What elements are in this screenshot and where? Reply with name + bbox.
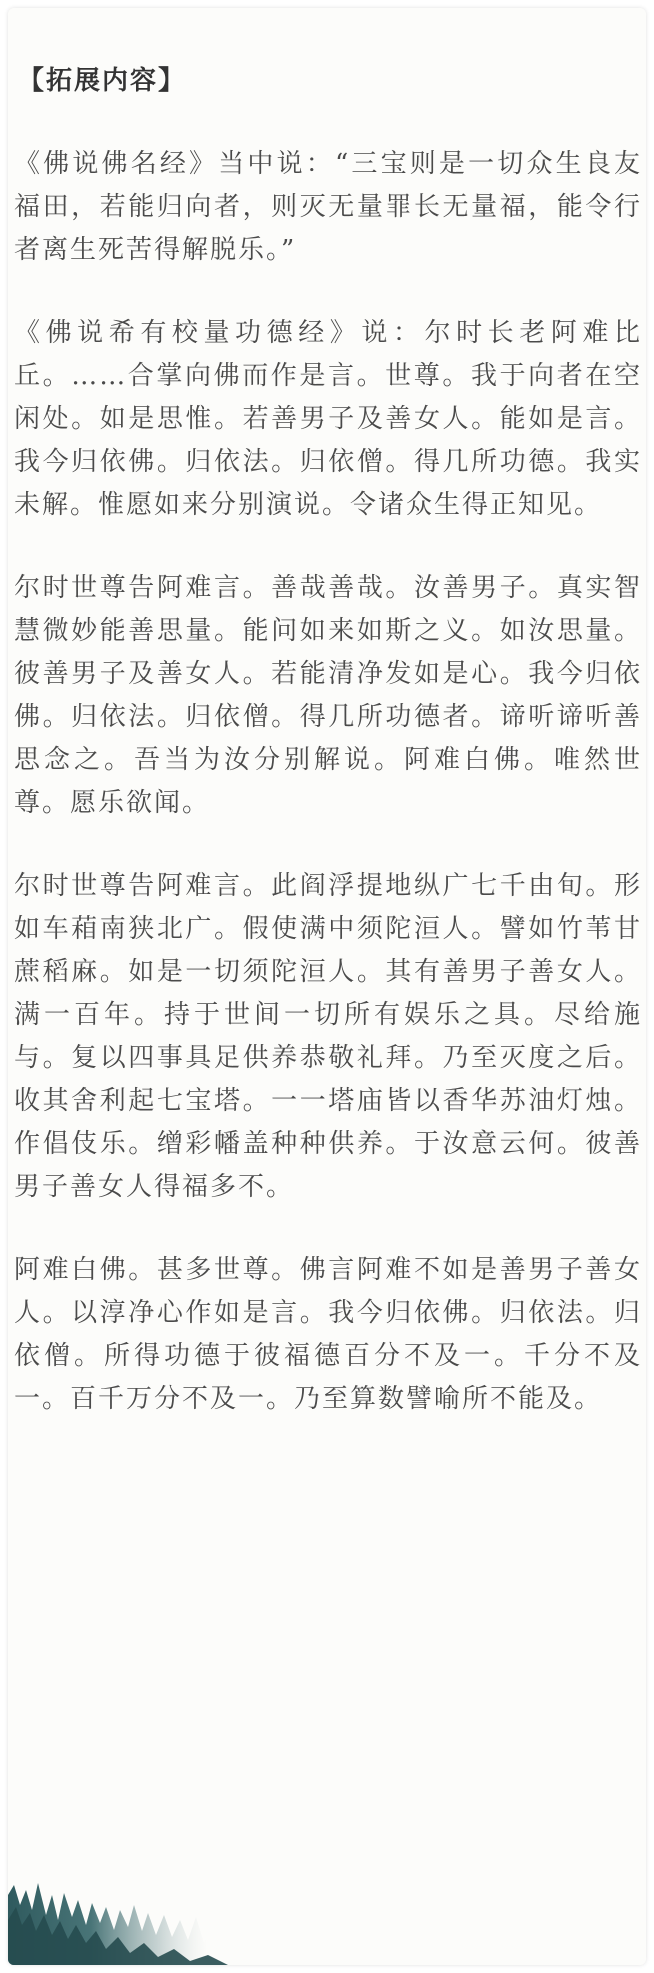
forest-decoration-image	[8, 1865, 646, 1965]
article-body	[14, 60, 642, 1461]
paragraph-5: 阿难白佛。甚多世尊。佛言阿难不如是善男子善女人。以淳净心作如是言。我今归依佛。归依法。归依僧。所得功德于彼福德百分不及一。千分不及一。百千万分不及一。乃至算数譬喻所不能及。	[14, 1255, 642, 1414]
paragraph-4: 尔时世尊告阿难言。此阎浮提地纵广七千由旬。形如车葙南狭北广。假使满中须陀洹人。譬如竹苇甘蔗稻麻。如是一切须陀洹人。其有善男子善女人。满一百年。持于世间一切所有娱乐之具。尽给施与。复以四事具足供养恭敬礼拜。乃至灭度之后。收其舍利起七宝塔。一一塔庙皆以香华苏油灯烛。作倡伎乐。缯彩幡盖种种供养。于汝意云何。彼善男子善女人得福多不。	[14, 871, 642, 1202]
paragraph-1: 《佛说佛名经》当中说：“三宝则是一切众生良友福田，若能归向者，则灭无量罪长无量福，能令行者离生死苦得解脱乐。”	[14, 149, 642, 265]
paragraph-2: 《佛说希有校量功德经》说：尔时长老阿难比丘。……合掌向佛而作是言。世尊。我于向者在空闲处。如是思惟。若善男子及善女人。能如是言。我今归依佛。归依法。归依僧。得几所功德。我实未解。惟愿如来分别演说。令诸众生得正知见。	[14, 318, 642, 520]
paragraph-3: 尔时世尊告阿难言。善哉善哉。汝善男子。真实智慧微妙能善思量。能问如来如斯之义。如汝思量。彼善男子及善女人。若能清净发如是心。我今归依佛。归依法。归依僧。得几所功德者。谛听谛听善思念之。吾当为汝分别解说。阿难白佛。唯然世尊。愿乐欲闻。	[14, 573, 642, 818]
article-card	[8, 8, 646, 1965]
section-heading: 【拓展内容】	[18, 66, 187, 96]
